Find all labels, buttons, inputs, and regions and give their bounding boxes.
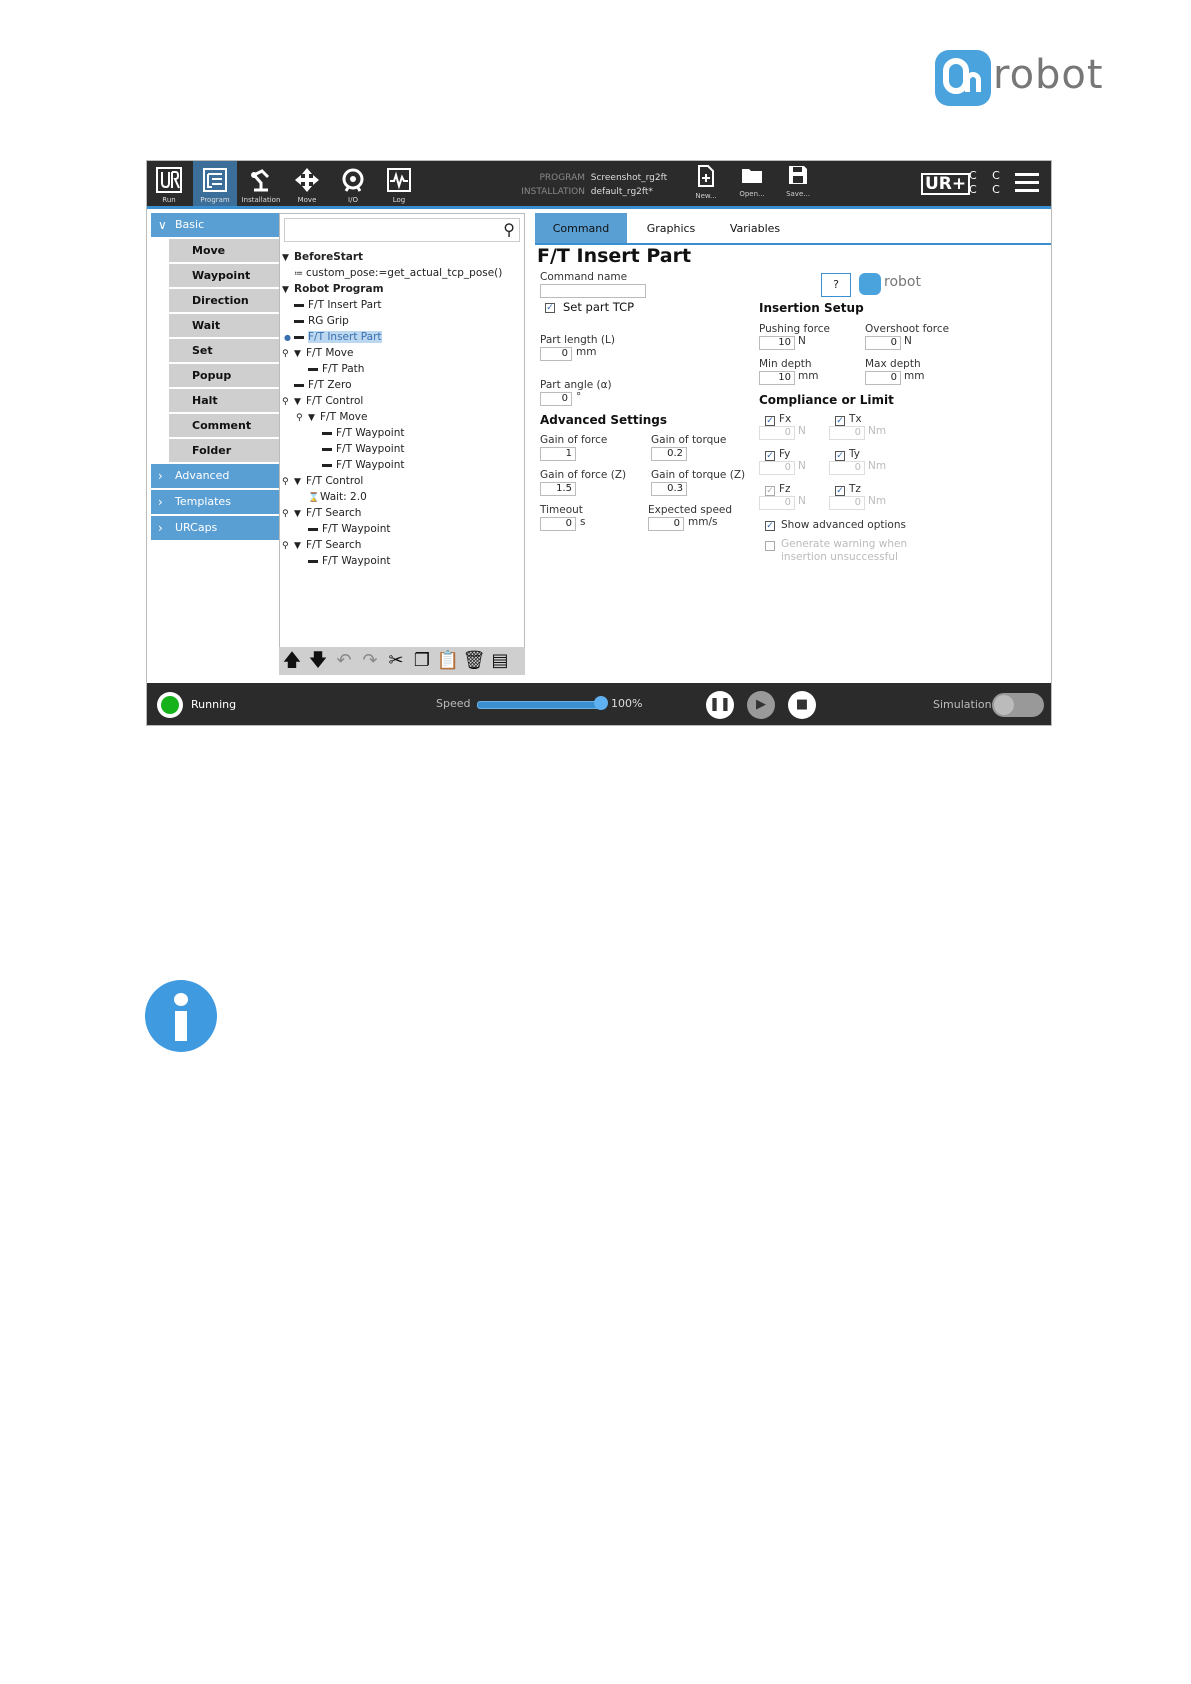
breakpoint-icon: ⚲ [282,477,289,487]
redo-icon[interactable]: ↷ [362,650,378,671]
stop-icon: ■ [795,697,809,712]
show-advanced-checkbox[interactable]: ✓ [766,521,774,531]
hourglass-icon: ⌛ [308,493,320,503]
pause-button[interactable] [706,691,734,719]
fz-input[interactable]: 0 [759,496,795,510]
speed-value: 100% [611,697,643,710]
breakpoint-icon: ⚲ [282,509,289,519]
timeout-input[interactable]: 0 [540,517,576,531]
speed-slider-handle[interactable] [594,696,608,710]
category-urcaps[interactable]: › URCaps [151,516,279,540]
program-tree-panel [279,213,525,675]
part-length-label: Part length (L) [540,334,615,346]
min-depth-input[interactable]: 10 [759,371,795,385]
log-icon [386,167,412,193]
speed-label: Speed [436,697,471,710]
warning-label: Generate warning when insertion unsuccessful [781,538,908,563]
assignment-icon: ≔ [294,269,303,279]
command-name-input[interactable] [540,284,646,298]
help-button[interactable]: ? [821,273,851,297]
delete-icon[interactable]: 🗑 [462,650,486,671]
gain-force-input[interactable]: 1 [540,447,576,461]
timeout-label: Timeout [540,504,583,516]
fy-checkbox[interactable]: ✓ [766,451,774,461]
expand-triangle-icon[interactable]: ▼ [294,477,301,487]
node-waypoint[interactable]: Waypoint [169,264,279,287]
min-depth-label: Min depth [759,358,812,370]
step-button[interactable] [747,691,775,719]
status-text: Running [191,698,237,711]
tree-node[interactable]: F/T Waypoint [322,442,404,457]
new-file-icon [689,165,723,192]
part-angle-input[interactable]: 0 [540,392,572,406]
gain-torque-input[interactable]: 0.2 [651,447,687,461]
chevron-down-icon: ∨ [158,218,167,232]
set-part-tcp-checkbox[interactable]: ✓ [546,303,554,313]
node-set[interactable]: Set [169,339,279,362]
advanced-settings-heading: Advanced Settings [540,413,668,427]
tree-node[interactable]: F/T Zero [294,378,352,393]
pause-icon: ❚❚ [709,697,731,712]
open-button[interactable]: Open... [735,165,769,203]
tree-node[interactable]: ⚲ ▼ F/T Move [282,346,354,361]
fy-unit: N [798,460,806,472]
node-popup[interactable]: Popup [169,364,279,387]
copy-icon[interactable]: ❐ [413,650,431,671]
fx-label: Fx [779,413,792,425]
fy-label: Fy [779,448,791,460]
category-advanced[interactable]: › Advanced [151,464,279,488]
compliance-heading: Compliance or Limit [759,393,894,407]
breakpoint-icon: ⚲ [282,349,289,359]
onrobot-badge-icon [935,50,991,106]
tab-command[interactable]: Command [535,213,627,243]
overshoot-force-input[interactable]: 0 [865,336,901,350]
status-running-icon [157,692,183,718]
gain-torque-z-input[interactable]: 0.3 [651,482,687,496]
simulation-label: Simulation [933,698,992,711]
tree-node[interactable]: F/T Waypoint [322,426,404,441]
urplus-button[interactable]: UR+ [921,173,970,195]
fy-input[interactable]: 0 [759,461,795,475]
installation-key: INSTALLATION [521,187,585,197]
move-down-icon[interactable]: 🡇 [308,650,328,671]
tab-variables[interactable]: Variables [729,222,781,235]
node-direction[interactable]: Direction [169,289,279,312]
expand-triangle-icon[interactable]: ▼ [294,541,301,551]
show-advanced-label: Show advanced options [781,519,906,531]
fz-checkbox[interactable]: ✓ [766,486,774,496]
breakpoint-icon: ⚲ [282,541,289,551]
expected-speed-label: Expected speed [648,504,733,516]
tree-node[interactable]: ⚲ ▼ F/T Control [282,474,363,489]
breakpoint-icon: ⚲ [282,397,289,407]
expected-speed-input[interactable]: 0 [648,517,684,531]
ur-logo-icon [156,167,182,193]
warning-checkbox[interactable] [765,541,775,551]
node-category-panel [151,213,279,542]
step-icon: ▶ [756,697,766,712]
pushing-force-label: Pushing force [759,323,830,335]
info-icon [145,980,217,1052]
tab-bar [535,213,1051,245]
simulation-toggle[interactable] [992,693,1044,717]
onrobot-small-logo: robot [859,271,929,297]
overshoot-force-unit: N [904,335,912,347]
onrobot-badge-icon [859,273,881,295]
installation-name: default_rg2ft* [590,187,653,197]
page-title: F/T Insert Part [537,245,692,267]
cut-icon[interactable]: ✂ [388,650,404,671]
fx-input[interactable]: 0 [759,426,795,440]
ty-checkbox[interactable]: ✓ [836,451,844,461]
ty-input[interactable]: 0 [829,461,865,475]
expand-triangle-icon[interactable]: ▼ [294,349,301,359]
top-bar [147,161,1052,206]
gain-force-z-label: Gain of force (Z) [540,469,627,481]
tree-toolbar [279,647,525,675]
move-up-icon[interactable]: 🡅 [282,650,302,671]
program-key: PROGRAM [539,173,585,183]
nav-installation-button[interactable]: Installation [239,161,283,206]
tree-node[interactable]: ≔ custom_pose:=get_actual_tcp_pose() [294,266,502,281]
program-info [507,171,667,199]
node-move[interactable]: Move [169,239,279,262]
nav-move-button[interactable]: Move [285,161,329,206]
tree-node[interactable]: F/T Path [308,362,364,377]
overshoot-force-label: Overshoot force [865,323,950,335]
expand-triangle-icon[interactable]: ▼ [308,413,315,423]
nav-io-button[interactable]: I/O [331,161,375,206]
control-mode-indicator[interactable]: C C C C [969,169,1006,196]
node-folder[interactable]: Folder [169,439,279,462]
fz-label: Fz [779,483,791,495]
part-angle-label: Part angle (α) [540,379,612,391]
node-wait[interactable]: Wait [169,314,279,337]
ty-label: Ty [849,448,860,460]
move-arrows-icon [294,167,320,193]
tree-node[interactable]: F/T Waypoint [322,458,404,473]
io-icon [340,167,366,193]
category-templates[interactable]: › Templates [151,490,279,514]
tree-node[interactable]: ⚲ ▼ F/T Search [282,506,361,521]
onrobot-logo [935,48,1104,108]
expected-speed-unit: mm/s [688,516,718,528]
folder-open-icon [735,165,769,190]
pushing-force-unit: N [798,335,806,347]
breakpoint-icon: ⚲ [296,413,303,423]
tx-label: Tx [849,413,862,425]
tree-node[interactable]: ⚲ ▼ F/T Control [282,394,363,409]
fz-unit: N [798,495,806,507]
tree-search-input[interactable] [284,218,520,242]
gain-force-label: Gain of force [540,434,608,446]
nav-run-button[interactable]: Run [147,161,191,206]
chevron-right-icon: › [158,521,163,535]
command-name-label: Command name [540,271,628,283]
chevron-right-icon: › [158,469,163,483]
save-button[interactable]: Save... [781,165,815,203]
nav-program-button[interactable]: Program [193,161,237,206]
tree-node-selected[interactable]: ● F/T Insert Part [284,331,382,343]
expand-triangle-icon[interactable]: ▼ [282,285,289,295]
robot-arm-icon [248,167,274,193]
tree-node[interactable]: F/T Waypoint [308,522,390,537]
chevron-right-icon: › [158,495,163,509]
search-icon[interactable]: ⚲ [503,220,515,239]
max-depth-unit: mm [904,370,925,382]
tz-label: Tz [849,483,861,495]
node-comment[interactable]: Comment [169,414,279,437]
ty-unit: Nm [868,460,887,472]
max-depth-input[interactable]: 0 [865,371,901,385]
max-depth-label: Max depth [865,358,921,370]
expand-triangle-icon[interactable]: ▼ [294,397,301,407]
bottom-bar [147,683,1052,726]
tx-checkbox[interactable]: ✓ [836,416,844,426]
tree-node[interactable]: ▼ Robot Program [282,282,384,297]
hamburger-menu-icon[interactable] [1015,173,1039,197]
fx-checkbox[interactable]: ✓ [766,416,774,426]
node-halt[interactable]: Halt [169,389,279,412]
tree-node[interactable]: ⚲ ▼ F/T Search [282,538,361,553]
tree-node[interactable]: ⌛Wait: 2.0 [308,490,367,505]
program-tree-icon [202,167,228,193]
speed-slider[interactable] [477,701,603,709]
tree-node[interactable]: RG Grip [294,314,349,329]
polyscope-screenshot [146,160,1052,726]
tz-input[interactable]: 0 [829,496,865,510]
undo-icon[interactable]: ↶ [336,650,352,671]
tree-node[interactable]: F/T Waypoint [308,554,390,569]
tz-unit: Nm [868,495,887,507]
part-angle-unit: ° [576,391,582,403]
stop-button[interactable] [788,691,816,719]
tree-node[interactable]: F/T Insert Part [294,298,382,313]
nav-log-button[interactable]: Log [377,161,421,206]
tab-graphics[interactable]: Graphics [646,222,696,235]
tz-checkbox[interactable]: ✓ [836,486,844,496]
tree-node[interactable]: ▼ BeforeStart [282,250,363,265]
program-name: Screenshot_rg2ft [590,173,668,183]
fx-unit: N [798,425,806,437]
gain-force-z-input[interactable]: 1.5 [540,482,576,496]
expand-triangle-icon[interactable]: ▼ [294,509,301,519]
tree-node[interactable]: ⚲ ▼ F/T Move [296,410,368,425]
expand-triangle-icon[interactable]: ▼ [282,253,289,263]
min-depth-unit: mm [798,370,819,382]
paste-icon[interactable]: 📋 [436,650,460,671]
set-part-tcp-label: Set part TCP [563,300,635,314]
insertion-setup-heading: Insertion Setup [759,301,864,315]
gain-torque-label: Gain of torque [651,434,727,446]
suppress-icon[interactable]: ▤ [491,650,509,671]
pushing-force-input[interactable]: 10 [759,336,795,350]
tx-input[interactable]: 0 [829,426,865,440]
timeout-unit: s [580,516,586,528]
onrobot-logo-text: robot [993,52,1104,98]
gain-torque-z-label: Gain of torque (Z) [651,469,746,481]
new-button[interactable]: New... [689,165,723,203]
save-icon [781,165,815,190]
part-length-unit: mm [576,346,597,358]
command-panel [535,245,1051,675]
tx-unit: Nm [868,425,887,437]
part-length-input[interactable]: 0 [540,347,572,361]
top-bar-accent [147,206,1052,209]
category-basic[interactable]: ∨ Basic [151,213,279,237]
